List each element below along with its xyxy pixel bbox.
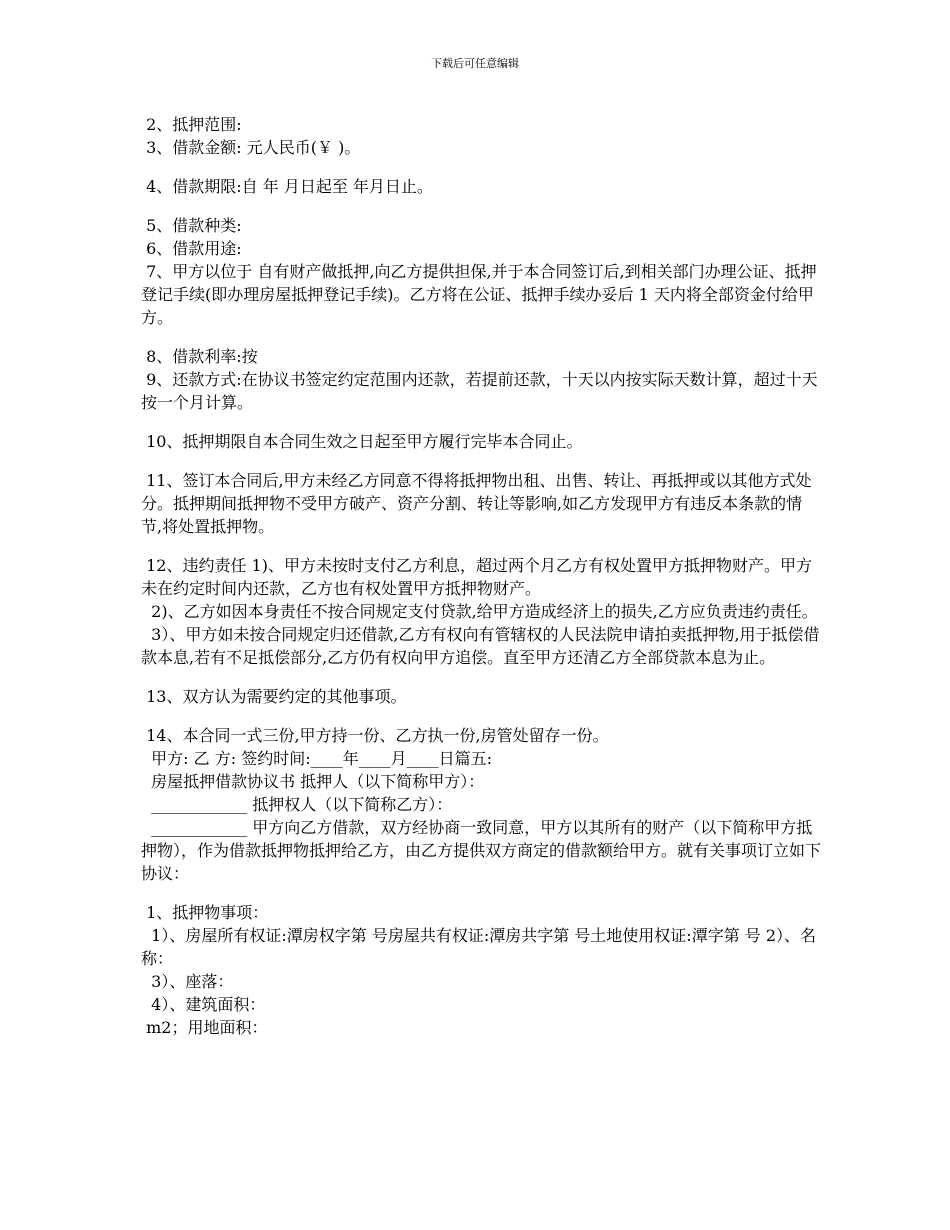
- paragraph: 14、本合同一式三份,甲方持一份、乙方执一份,房管处留存一份。: [141, 726, 609, 745]
- paragraph: 2、抵押范围:: [141, 115, 242, 134]
- paragraph: 1）、房屋所有权证:潭房权字第 号房屋共有权证:潭房共字第 号土地使用权证:潭字第 号 2）、名称：: [141, 926, 817, 968]
- paragraph: 8、借款利率:按: [141, 347, 258, 366]
- paragraph: 3、借款金额: 元人民币(￥ )。: [141, 138, 361, 157]
- paragraph: 13、双方认为需要约定的其他事项。: [141, 687, 407, 706]
- paragraph: 3）、甲方如未按合同规定归还借款,乙方有权向有管辖权的人民法院申请拍卖抵押物,用于抵偿借款本息,若有不足抵偿部分,乙方仍有权向甲方追偿。直至甲方还清乙方全部贷款本息为止。: [141, 625, 820, 667]
- paragraph-gap: [141, 198, 821, 214]
- document-body: [141, 113, 821, 1039]
- paragraph: 12、违约责任 1)、甲方未按时支付乙方利息，超过两个月乙方有权处置甲方抵押物财产。甲方未在约定时间内还款，乙方也有权处置甲方抵押物财产。: [141, 556, 812, 598]
- page-header: 下载后可任意编辑: [431, 57, 519, 70]
- paragraph-gap: [141, 414, 821, 430]
- paragraph: 甲方: 乙 方: 签约时间:____年____月____日篇五:: [141, 749, 492, 768]
- paragraph: ____________ 甲方向乙方借款，双方经协商一致同意，甲方以其所有的财产（以下简称甲方抵押物），作为借款抵押物抵押给乙方，由乙方提供双方商定的借款额给甲方。就有关事项订立如下协议：: [141, 818, 822, 883]
- paragraph: 4、借款期限:自 年 月日起至 年月日止。: [141, 177, 433, 196]
- paragraph: 1、抵押物事项：: [141, 903, 269, 922]
- paragraph-gap: [141, 329, 821, 345]
- paragraph-gap: [141, 708, 821, 724]
- paragraph: 房屋抵押借款协议书 抵押人（以下简称甲方）：: [141, 772, 485, 791]
- paragraph: ____________ 抵押权人（以下简称乙方）：: [141, 795, 453, 814]
- paragraph: 4）、建筑面积：: [141, 995, 266, 1014]
- paragraph: 9、还款方式:在协议书签定约定范围内还款，若提前还款，十天以内按实际天数计算，超过十天按一个月计算。: [141, 370, 818, 412]
- paragraph-gap: [141, 538, 821, 554]
- paragraph: 11、签订本合同后,甲方未经乙方同意不得将抵押物出租、出售、转让、再抵押或以其他方式处分。抵押期间抵押物不受甲方破产、资产分割、转让等影响,如乙方发现甲方有违反本条款的情节,将处置抵押物。: [141, 471, 812, 536]
- paragraph-gap: [141, 159, 821, 175]
- paragraph: 7、甲方以位于 自有财产做抵押,向乙方提供担保,并于本合同签订后,到相关部门办理公证、抵押登记手续(即办理房屋抵押登记手续)。乙方将在公证、抵押手续办妥后 1 天内将全部资金付给甲方。: [141, 262, 817, 327]
- paragraph: 3）、座落：: [141, 972, 234, 991]
- paragraph: 6、借款用途:: [141, 239, 242, 258]
- paragraph: 2)、乙方如因本身责任不按合同规定支付贷款,给甲方造成经济上的损失,乙方应负责违约责任。: [141, 602, 818, 621]
- paragraph-gap: [141, 669, 821, 685]
- paragraph-gap: [141, 453, 821, 469]
- paragraph: m2；用地面积：: [141, 1018, 268, 1037]
- paragraph-gap: [141, 885, 821, 901]
- paragraph: 5、借款种类:: [141, 216, 242, 235]
- paragraph: 10、抵押期限自本合同生效之日起至甲方履行完毕本合同止。: [141, 432, 583, 451]
